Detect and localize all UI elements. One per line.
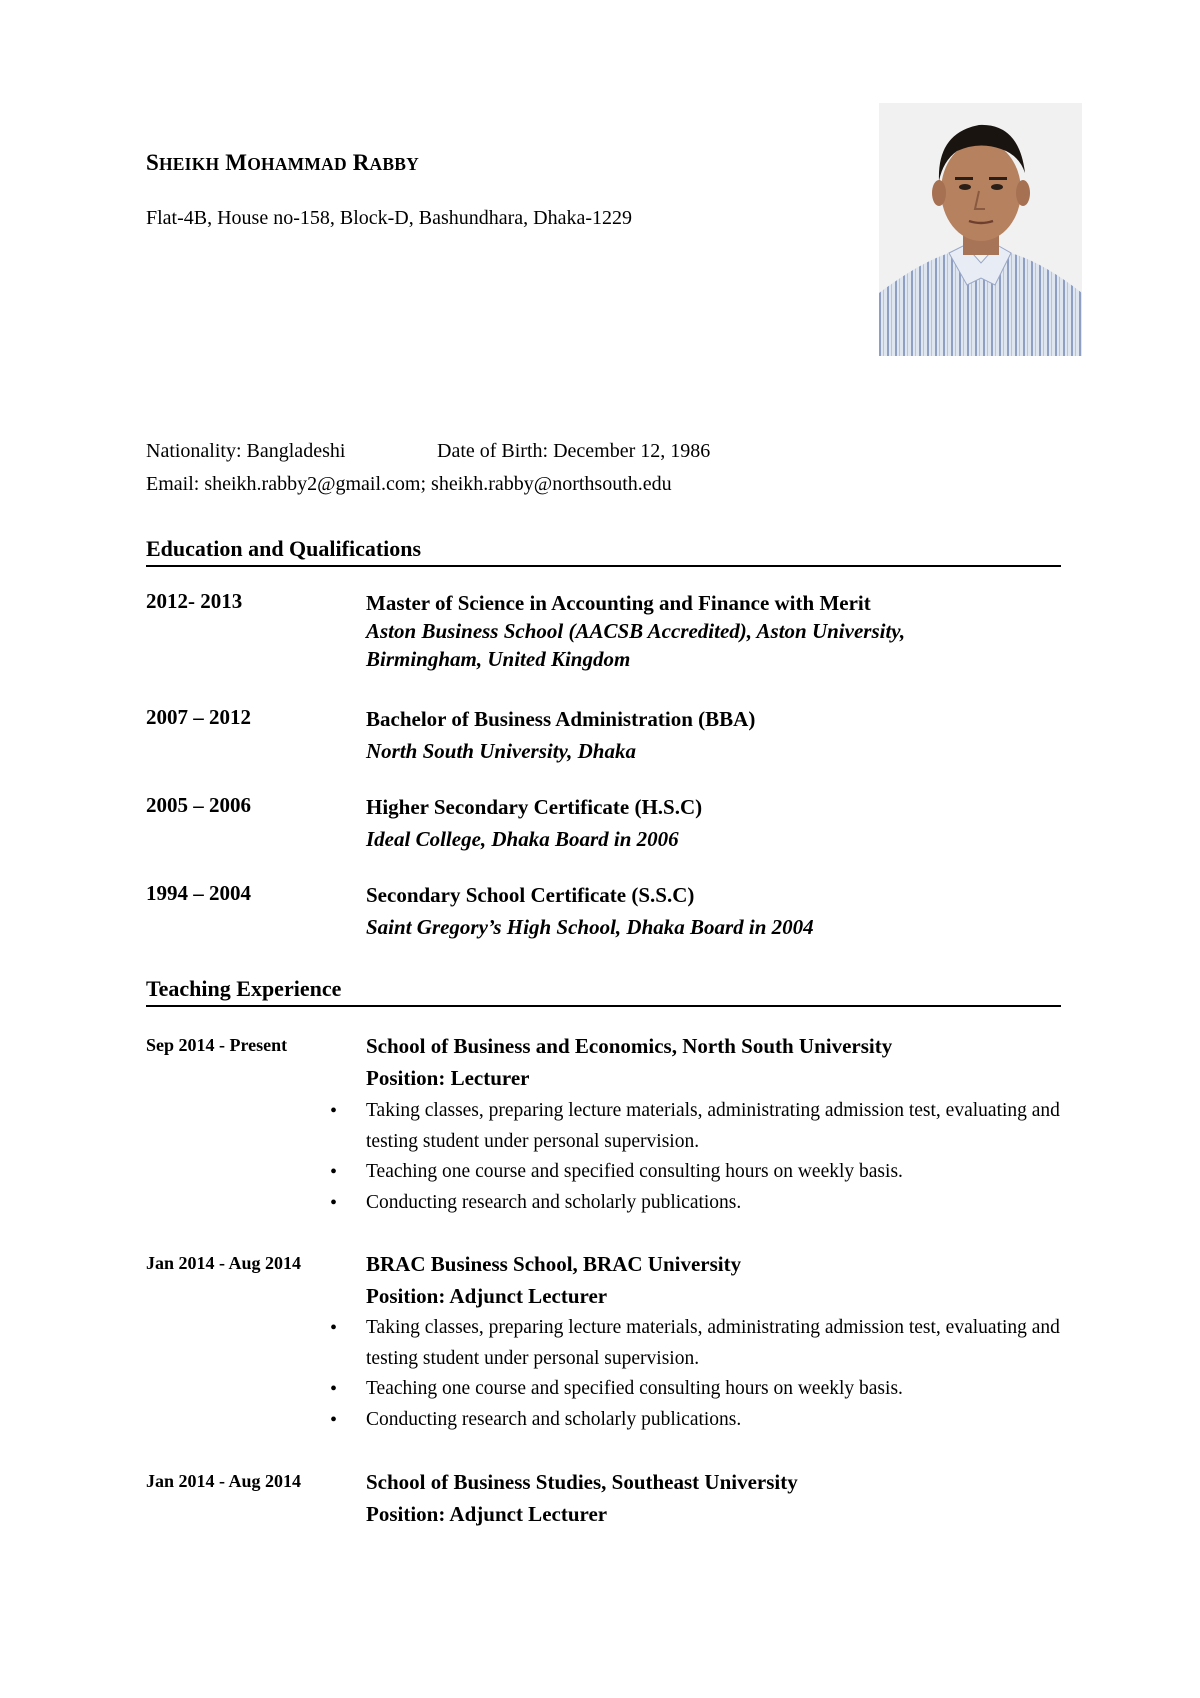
duty-item: • Teaching one course and specified consulting hours on weekly basis.: [330, 1374, 1070, 1405]
job-duties: [330, 1313, 1070, 1435]
degree: Bachelor of Business Administration (BBA): [366, 707, 756, 731]
job-entry: [366, 1030, 1066, 1094]
job-duties: [330, 1096, 1070, 1218]
education-entry: [366, 589, 1026, 673]
degree: Master of Science in Accounting and Finance with Merit: [366, 591, 871, 615]
employer: BRAC Business School, BRAC University: [366, 1252, 742, 1276]
job-dates: Jan 2014 - Aug 2014: [146, 1253, 302, 1273]
employer: School of Business Studies, Southeast University: [366, 1470, 798, 1494]
candidate-name: SHEIKH MOHAMMAD RABBY: [146, 150, 419, 175]
position: Position: Adjunct Lecturer: [366, 1502, 608, 1526]
position: Position: Lecturer: [366, 1066, 530, 1090]
date-of-birth: Date of Birth: December 12, 1986: [437, 440, 711, 462]
education-entry: [366, 881, 1026, 941]
degree: Higher Secondary Certificate (H.S.C): [366, 795, 703, 819]
education-years: 2005 – 2006: [146, 793, 251, 817]
duty-item: • Conducting research and scholarly publications.: [330, 1405, 1070, 1436]
duty-item: • Taking classes, preparing lecture materials, administrating admission test, evaluating and testing student under personal supervision.: [330, 1096, 1070, 1157]
position: Position: Adjunct Lecturer: [366, 1284, 608, 1308]
portrait-image: [879, 103, 1082, 356]
teaching-heading: Teaching Experience: [146, 976, 1061, 1007]
duty-item: • Taking classes, preparing lecture materials, administrating admission test, evaluating and testing student under personal supervision.: [330, 1313, 1070, 1374]
job-dates: Sep 2014 - Present: [146, 1035, 288, 1055]
institution: Ideal College, Dhaka Board in 2006: [366, 827, 679, 851]
institution: Saint Gregory’s High School, Dhaka Board in 2004: [366, 915, 814, 939]
email: Email: sheikh.rabby2@gmail.com; sheikh.rabby@northsouth.edu: [146, 473, 672, 495]
job-entry: [366, 1466, 1066, 1530]
degree: Secondary School Certificate (S.S.C): [366, 883, 695, 907]
education-years: 2007 – 2012: [146, 705, 251, 729]
education-heading: Education and Qualifications: [146, 536, 1061, 567]
education-years: 1994 – 2004: [146, 881, 251, 905]
job-dates: Jan 2014 - Aug 2014: [146, 1471, 302, 1491]
duty-item: • Conducting research and scholarly publications.: [330, 1188, 1070, 1219]
address: Flat-4B, House no-158, Block-D, Bashundhara, Dhaka-1229: [146, 207, 633, 229]
nationality: Nationality: Bangladeshi: [146, 440, 346, 462]
profile-photo: [879, 103, 1082, 356]
job-entry: [366, 1248, 1066, 1312]
institution: North South University, Dhaka: [366, 739, 636, 763]
institution: Aston Business School (AACSB Accredited), Aston University, Birmingham, United Kingdom: [366, 619, 906, 671]
education-years: 2012- 2013: [146, 589, 243, 613]
education-entry: [366, 705, 1026, 765]
duty-item: • Teaching one course and specified consulting hours on weekly basis.: [330, 1157, 1070, 1188]
education-entry: [366, 793, 1026, 853]
employer: School of Business and Economics, North South University: [366, 1034, 893, 1058]
